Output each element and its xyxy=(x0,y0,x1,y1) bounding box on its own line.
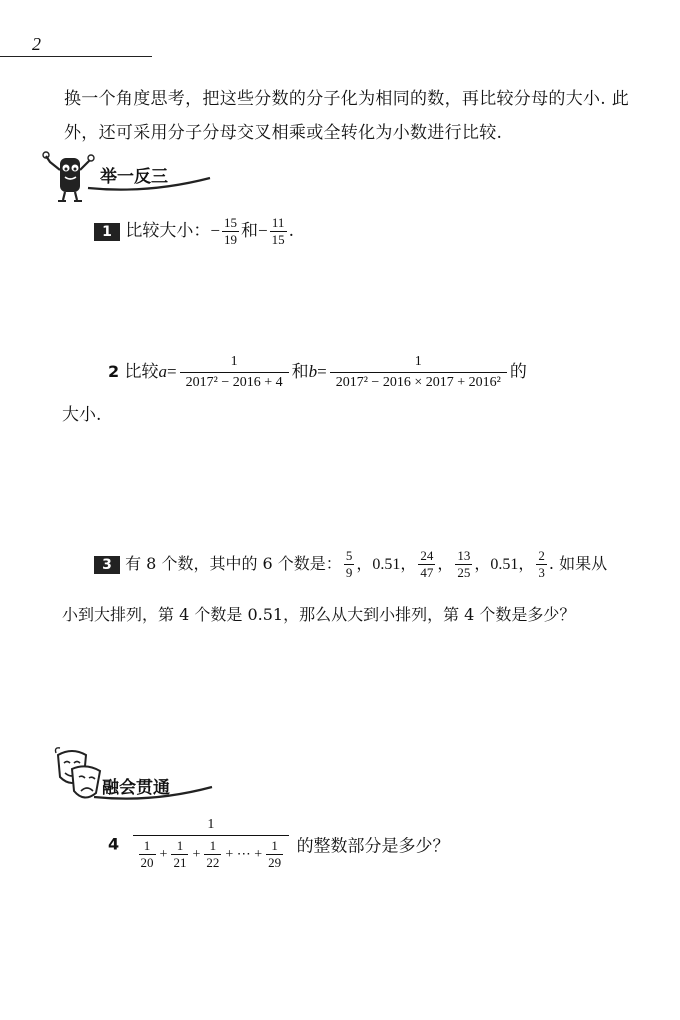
page-number: 2 xyxy=(32,34,41,54)
fraction-b: $\frac{1}{\text{2017² − 2016 × 2017 + 2016²}}$ xyxy=(330,352,507,393)
intro-line-1: 换一个角度思考，把这些分数的分子化为相同的数，再比较分母的大小. 此 xyxy=(64,89,630,109)
fraction: $\frac{24}{47}$ xyxy=(420,548,434,580)
fraction: $\frac{11}{15}$ xyxy=(271,215,285,247)
problem-number: 2 xyxy=(108,362,120,381)
compound-fraction: 1 $\frac{1}{20}$ + $\frac{1}{21}$ + $\frac{1}{22}$ + ⋯ + $\frac{1}{29}$ xyxy=(133,815,290,873)
problem-3-line-2: 小到大排列，第 4 个数是 0.51，那么从大到小排列，第 4 个数是多少？ xyxy=(62,605,576,624)
section-banner-1 xyxy=(38,148,218,204)
repeating-decimal: 0.51 xyxy=(372,556,401,573)
problem-4: 4 1 $\frac{1}{20}$ + $\frac{1}{21}$ + $\frac{1}{22}$ + ⋯ + $\frac{1}{29}$ 的整数部分是多少？ xyxy=(108,815,450,873)
header-rule xyxy=(0,56,152,57)
intro-paragraph xyxy=(64,82,664,150)
fraction: $\frac{2}{3}$ xyxy=(538,548,545,580)
repeating-decimal: 0.51 xyxy=(490,556,519,573)
section-title-1: 举一反三 xyxy=(100,167,168,187)
problem-2-line-2: 大小. xyxy=(62,405,102,425)
problem-2: 2 比较a= $\frac{1}{\text{2017² − 2016 + 4}}$ 和b= $\frac{1}{\text{2017² − 2016 × 2017 + 2016²}}$ 的 xyxy=(108,352,527,393)
problem-number-badge: 1 xyxy=(94,223,120,241)
fraction: $\frac{5}{9}$ xyxy=(345,548,353,580)
fraction: $\frac{15}{19}$ xyxy=(224,215,237,247)
section-banner-2 xyxy=(52,745,222,809)
problem-text: 比较大小： xyxy=(125,221,211,241)
fraction: $\frac{13}{25}$ xyxy=(457,548,471,580)
fraction-a: $\frac{1}{\text{2017² − 2016 + 4}}$ xyxy=(180,352,289,393)
intro-line-2: 外，还可采用分子分母交叉相乘或全转化为小数进行比较. xyxy=(64,123,503,143)
problem-3: 3 有 8 个数，其中的 6 个数是： $\frac{5}{9}$ ，0.51， $\frac{24}{47}$ ， $\frac{13}{25}$ ，0.51， $\frac{2}{3}$ . 如果从 xyxy=(94,548,607,581)
problem-number-badge: 3 xyxy=(94,556,120,574)
section-title-2: 融会贯通 xyxy=(102,778,170,798)
problem-1: 1 比较大小：− $\frac{15}{19}$ 和− $\frac{11}{15}$ . xyxy=(94,215,294,248)
problem-number: 4 xyxy=(108,834,120,854)
